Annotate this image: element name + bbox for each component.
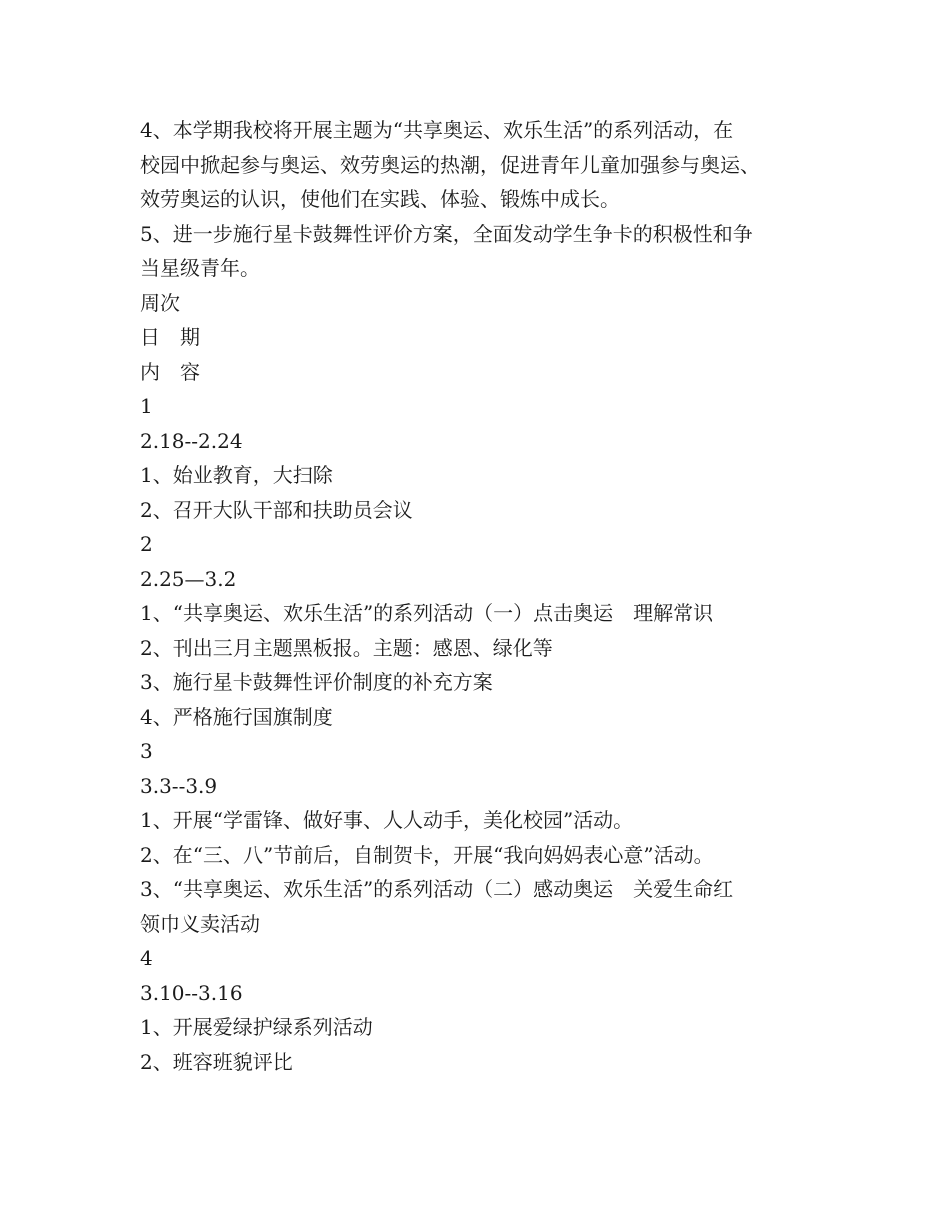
week2-task-4: 4、严格施行国旗制度 (140, 704, 333, 729)
week2-task-3: 3、施行星卡鼓舞性评价制度的补充方案 (140, 670, 493, 694)
week3-task-2: 2、在“三、八”节前后，自制贺卡，开展“我向妈妈表心意”活动。 (140, 842, 714, 867)
header-content: 内 容 (140, 359, 200, 384)
week-number-2: 2 (140, 532, 153, 556)
week-date-2: 2.25—3.2 (140, 566, 237, 591)
week1-task-2: 2、召开大队干部和扶助员会议 (140, 497, 413, 522)
week3-task-1: 1、开展“学雷锋、做好事、人人动手，美化校园”活动。 (140, 808, 634, 832)
paragraph-line-item4-part3: 效劳奥运的认识，使他们在实践、体验、锻炼中成长。 (140, 187, 620, 211)
week-date-4: 3.10--3.16 (140, 980, 243, 1005)
week2-task-1: 1、“共享奥运、欢乐生活”的系列活动（一）点击奥运 理解常识 (140, 601, 714, 625)
week1-task-1: 1、始业教育，大扫除 (140, 463, 333, 487)
header-date: 日 期 (140, 325, 200, 349)
document-body (140, 113, 840, 1079)
week-date-1: 2.18--2.24 (140, 428, 243, 453)
week2-task-2: 2、刊出三月主题黑板报。主题：感恩、绿化等 (140, 635, 553, 660)
week-number-1: 1 (140, 394, 153, 418)
week4-task-1: 1、开展爱绿护绿系列活动 (140, 1015, 373, 1039)
week4-task-2: 2、班容班貌评比 (140, 1049, 293, 1074)
paragraph-line-item5-part2: 当星级青年。 (140, 256, 260, 280)
header-week: 周次 (140, 290, 180, 315)
week-date-3: 3.3--3.9 (140, 773, 218, 798)
paragraph-line-item4-part1: 4、本学期我校将开展主题为“共享奥运、欢乐生活”的系列活动，在 (140, 118, 734, 142)
week-number-3: 3 (140, 739, 153, 763)
week-number-4: 4 (140, 946, 153, 970)
week3-task-3-part2: 领巾义卖活动 (140, 911, 260, 936)
paragraph-line-item5-part1: 5、进一步施行星卡鼓舞性评价方案，全面发动学生争卡的积极性和争 (140, 221, 753, 246)
week3-task-3-part1: 3、“共享奥运、欢乐生活”的系列活动（二）感动奥运 关爱生命红 (140, 877, 734, 901)
paragraph-line-item4-part2: 校园中掀起参与奥运、效劳奥运的热潮，促进青年儿童加强参与奥运、 (140, 152, 760, 177)
